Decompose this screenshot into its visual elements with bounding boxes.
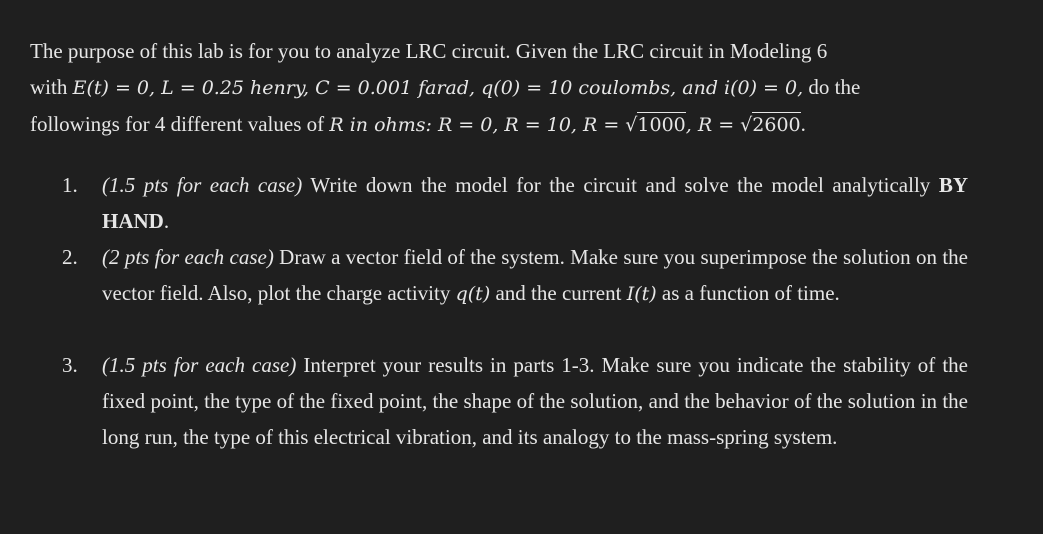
task-text-1 (102, 167, 968, 239)
sqrt-2600-radicand: 2600 (752, 114, 801, 136)
task-item-1 (62, 167, 968, 239)
task-body-1: Write down the model for the circuit and solve the model analytically (310, 173, 931, 197)
sqrt-1000: √1000 (625, 114, 686, 136)
intro-line-3-math-a: R in ohms: R = 0, R = 10, R = (329, 114, 626, 136)
intro-line-1-text: The purpose of this lab is for you to analyze LRC circuit. Given the LRC circuit in Modeling 6 (30, 39, 828, 63)
intro-line-3-end: . (800, 112, 806, 136)
intro-paragraph (30, 33, 970, 143)
task-math-q: q(t) (455, 283, 491, 305)
task-number-3: 3. (62, 353, 78, 377)
task-number-2: 2. (62, 245, 78, 269)
sqrt-2600: √2600 (740, 114, 801, 136)
task-points-1: (1.5 pts for each case) (102, 173, 303, 197)
task-body-3: Interpret your results in parts 1-3. Make sure you indicate the stability of the fixed point, the type of the fixed point, the shape of the solution, and the behavior of the solution in the long run, the type of this electrical vibration, and its analogy to the mass-spring system. (102, 353, 968, 449)
task-end-1: . (163, 209, 170, 233)
task-text-2 (102, 239, 968, 312)
task-math-i: I(t) (626, 283, 657, 305)
task-bold-1: BY HAND (102, 173, 968, 233)
task-number-1: 1. (62, 173, 78, 197)
intro-line-1 (30, 33, 970, 69)
task-body-2a: Draw a vector field of the system. Make sure you superimpose the solution on the vector field. Also, plot the charge activity (102, 245, 968, 305)
intro-line-2-prefix: with (30, 75, 68, 99)
intro-line-2 (30, 69, 970, 106)
intro-line-3-math-b: , R = (685, 114, 741, 136)
task-body-2c: as a function of time. (661, 281, 840, 305)
task-points-3: (1.5 pts for each case) (102, 353, 297, 377)
task-body-2b: and the current (495, 281, 622, 305)
sqrt-1000-radicand: 1000 (637, 114, 686, 136)
intro-line-2-suffix: do the (808, 75, 861, 99)
intro-line-3 (30, 106, 970, 143)
intro-line-3-prefix: followings for 4 different values of (30, 112, 325, 136)
task-item-2 (62, 239, 968, 347)
task-list (62, 167, 968, 455)
intro-line-2-math: E(t) = 0, L = 0.25 henry, C = 0.001 farad, q(0) = 10 coulombs, and i(0) = 0, (72, 77, 804, 99)
task-points-2: (2 pts for each case) (102, 245, 274, 269)
task-item-3 (62, 347, 968, 455)
task-text-3 (102, 347, 968, 455)
